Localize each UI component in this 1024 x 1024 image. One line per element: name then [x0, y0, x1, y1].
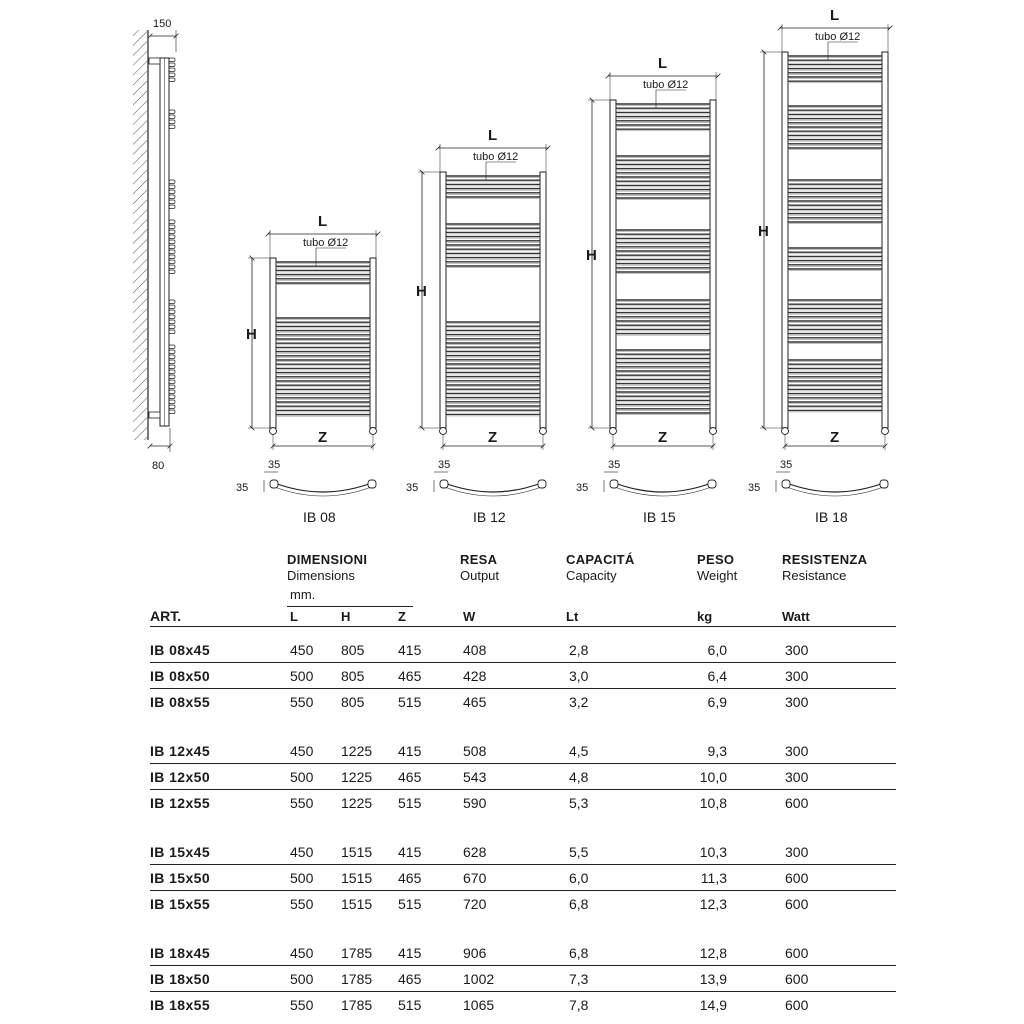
side-view [133, 18, 176, 472]
table-cell-weight: 10,8 [699, 794, 727, 811]
table-cell-capacity: 6,0 [566, 865, 697, 891]
height-dimension-label: H [758, 223, 769, 240]
header-resistance-en: Resistance [782, 568, 847, 583]
table-cell-resistance: 600 [785, 895, 809, 912]
table-cell-z: 515 [398, 996, 422, 1013]
table-cell-z: 465 [395, 865, 460, 891]
unit-h: H [338, 602, 395, 627]
radiator-front-view [236, 213, 378, 525]
header-output: RESA [460, 552, 498, 567]
unit-z: Z [395, 602, 460, 627]
table-cell-output: 906 [460, 940, 566, 966]
table-cell-weight: 10,0 [697, 764, 782, 790]
table-cell-l: 450 [287, 940, 338, 966]
radiator-front-view [748, 7, 890, 525]
height-dimension-label: H [246, 326, 257, 343]
table-row [150, 940, 896, 966]
table-row [150, 966, 896, 992]
table-cell-output: 408 [460, 637, 566, 663]
table-cell-l: 500 [287, 764, 338, 790]
table-cell-resistance: 600 [785, 794, 809, 811]
table-cell-output: 465 [463, 693, 487, 710]
unit-resistance: Watt [782, 602, 896, 627]
table-cell-h: 1515 [338, 839, 395, 865]
table-cell-resistance: 300 [785, 693, 809, 710]
centers-dimension-label: Z [830, 429, 840, 446]
centers-dimension-label: Z [488, 429, 498, 446]
table-row [150, 663, 896, 689]
wall-hatch [133, 30, 147, 440]
table-row [150, 839, 896, 865]
table-cell-output: 1002 [460, 966, 566, 992]
table-cell-h: 805 [338, 637, 395, 663]
table-row [150, 992, 896, 1018]
table-cell-h: 1785 [341, 996, 373, 1013]
depth-top-label: 150 [153, 18, 172, 30]
width-dimension-label: L [488, 127, 498, 144]
unit-weight: kg [697, 602, 782, 627]
table-cell-art: IB 18x45 [150, 940, 287, 966]
offset-vertical-label: 35 [236, 482, 249, 494]
table-cell-h: 1515 [338, 865, 395, 891]
table-cell-h: 805 [341, 693, 365, 710]
offset-vertical-label: 35 [576, 482, 589, 494]
width-dimension-label: L [658, 55, 668, 72]
tube-diameter-label: tubo Ø12 [643, 79, 689, 91]
header-output-en: Output [460, 568, 500, 583]
table-cell-resistance: 300 [782, 663, 896, 689]
table-cell-resistance: 300 [782, 839, 896, 865]
table-row [150, 689, 896, 715]
table-cell-capacity: 2,8 [566, 637, 697, 663]
width-dimension-label: L [318, 213, 328, 230]
table-cell-capacity: 3,0 [566, 663, 697, 689]
radiator-front-view [406, 127, 548, 525]
table-cell-capacity: 6,8 [569, 895, 589, 912]
table-cell-resistance: 600 [782, 940, 896, 966]
table-cell-resistance: 300 [782, 637, 896, 663]
table-row [150, 764, 896, 790]
table-cell-l: 550 [290, 794, 314, 811]
table-cell-weight: 11,3 [697, 865, 782, 891]
header-weight: PESO [697, 552, 735, 567]
table-cell-h: 1515 [341, 895, 373, 912]
offset-vertical-label: 35 [406, 482, 419, 494]
table-cell-art: IB 08x50 [150, 663, 287, 689]
tube-diameter-label: tubo Ø12 [815, 31, 861, 43]
table-cell-weight: 14,9 [699, 996, 727, 1013]
table-cell-weight: 13,9 [697, 966, 782, 992]
table-row [150, 637, 896, 663]
table-cell-art: IB 15x55 [150, 895, 211, 912]
header-dimensions: DIMENSIONI [287, 552, 368, 567]
table-cell-resistance: 300 [782, 764, 896, 790]
table-cell-capacity: 7,8 [569, 996, 589, 1013]
unit-l: L [287, 602, 338, 627]
table-cell-l: 450 [287, 637, 338, 663]
table-cell-weight: 6,0 [697, 637, 782, 663]
table-cell-h: 1785 [338, 966, 395, 992]
table-cell-h: 1225 [338, 764, 395, 790]
table-row [150, 891, 896, 917]
centers-dimension-label: Z [658, 429, 668, 446]
table-cell-h: 1225 [341, 794, 373, 811]
table-cell-weight: 6,9 [707, 693, 727, 710]
table-cell-output: 1065 [463, 996, 495, 1013]
table-cell-weight: 12,8 [697, 940, 782, 966]
table-cell-z: 415 [395, 839, 460, 865]
table-cell-art: IB 18x50 [150, 966, 287, 992]
table-cell-output: 543 [460, 764, 566, 790]
header-capacity: CAPACITÁ [566, 552, 635, 567]
table-cell-l: 500 [287, 966, 338, 992]
unit-art: ART. [150, 602, 287, 627]
table-cell-output: 670 [460, 865, 566, 891]
table-cell-weight: 6,4 [697, 663, 782, 689]
model-name-label: IB 08 [303, 509, 336, 525]
table-cell-art: IB 08x45 [150, 637, 287, 663]
height-dimension-label: H [586, 247, 597, 264]
table-cell-art: IB 15x45 [150, 839, 287, 865]
table-cell-z: 465 [395, 764, 460, 790]
tube-diameter-label: tubo Ø12 [303, 237, 349, 249]
table-cell-weight: 12,3 [699, 895, 727, 912]
header-dimensions-unit: mm. [290, 587, 316, 602]
table-cell-resistance: 600 [782, 865, 896, 891]
table-cell-capacity: 6,8 [566, 940, 697, 966]
table-cell-l: 550 [290, 996, 314, 1013]
table-cell-art: IB 12x50 [150, 764, 287, 790]
table-row [150, 738, 896, 764]
table-cell-l: 450 [287, 839, 338, 865]
depth-bottom-label: 80 [152, 460, 165, 472]
table-cell-output: 508 [460, 738, 566, 764]
header-weight-en: Weight [697, 568, 738, 583]
width-dimension-label: L [830, 7, 840, 24]
table-cell-resistance: 600 [785, 996, 809, 1013]
offset-horizontal-label: 35 [268, 459, 281, 471]
table-cell-l: 500 [287, 663, 338, 689]
table-cell-l: 550 [290, 895, 314, 912]
table-cell-output: 720 [463, 895, 487, 912]
table-cell-z: 465 [395, 663, 460, 689]
table-cell-weight: 9,3 [697, 738, 782, 764]
table-cell-z: 515 [398, 895, 422, 912]
table-cell-output: 428 [460, 663, 566, 689]
header-dimensions-en: Dimensions [287, 568, 355, 583]
table-cell-z: 415 [395, 637, 460, 663]
header-capacity-en: Capacity [566, 568, 617, 583]
offset-vertical-label: 35 [748, 482, 761, 494]
centers-dimension-label: Z [318, 429, 328, 446]
table-cell-z: 415 [395, 940, 460, 966]
table-cell-h: 805 [338, 663, 395, 689]
table-cell-l: 500 [287, 865, 338, 891]
spec-table [150, 550, 896, 1017]
offset-horizontal-label: 35 [438, 459, 451, 471]
table-row [150, 865, 896, 891]
table-cell-resistance: 300 [782, 738, 896, 764]
tube-diameter-label: tubo Ø12 [473, 151, 519, 163]
table-cell-l: 450 [287, 738, 338, 764]
model-name-label: IB 18 [815, 509, 848, 525]
unit-row [150, 602, 896, 627]
header-row [150, 550, 896, 602]
height-dimension-label: H [416, 283, 427, 300]
table-cell-capacity: 7,3 [566, 966, 697, 992]
table-cell-art: IB 12x45 [150, 738, 287, 764]
table-cell-h: 1785 [338, 940, 395, 966]
table-cell-l: 550 [290, 693, 314, 710]
table-row [150, 790, 896, 816]
table-cell-z: 415 [395, 738, 460, 764]
table-cell-z: 515 [398, 794, 422, 811]
table-cell-art: IB 12x55 [150, 794, 211, 811]
table-cell-art: IB 15x50 [150, 865, 287, 891]
table-cell-capacity: 5,5 [566, 839, 697, 865]
table-cell-capacity: 4,5 [566, 738, 697, 764]
table-cell-weight: 10,3 [697, 839, 782, 865]
unit-output: W [460, 602, 566, 627]
table-cell-art: IB 08x55 [150, 693, 211, 710]
table-cell-z: 465 [395, 966, 460, 992]
table-cell-z: 515 [398, 693, 422, 710]
table-cell-capacity: 3,2 [569, 693, 589, 710]
table-cell-output: 628 [460, 839, 566, 865]
model-name-label: IB 12 [473, 509, 506, 525]
table-cell-resistance: 600 [782, 966, 896, 992]
offset-horizontal-label: 35 [780, 459, 793, 471]
model-name-label: IB 15 [643, 509, 676, 525]
unit-capacity: Lt [566, 602, 697, 627]
table-cell-h: 1225 [338, 738, 395, 764]
table-cell-capacity: 4,8 [566, 764, 697, 790]
table-cell-art: IB 18x55 [150, 996, 211, 1013]
offset-horizontal-label: 35 [608, 459, 621, 471]
table-cell-output: 590 [463, 794, 487, 811]
radiator-front-view [576, 55, 718, 525]
header-resistance: RESISTENZA [782, 552, 868, 567]
table-cell-capacity: 5,3 [569, 794, 589, 811]
